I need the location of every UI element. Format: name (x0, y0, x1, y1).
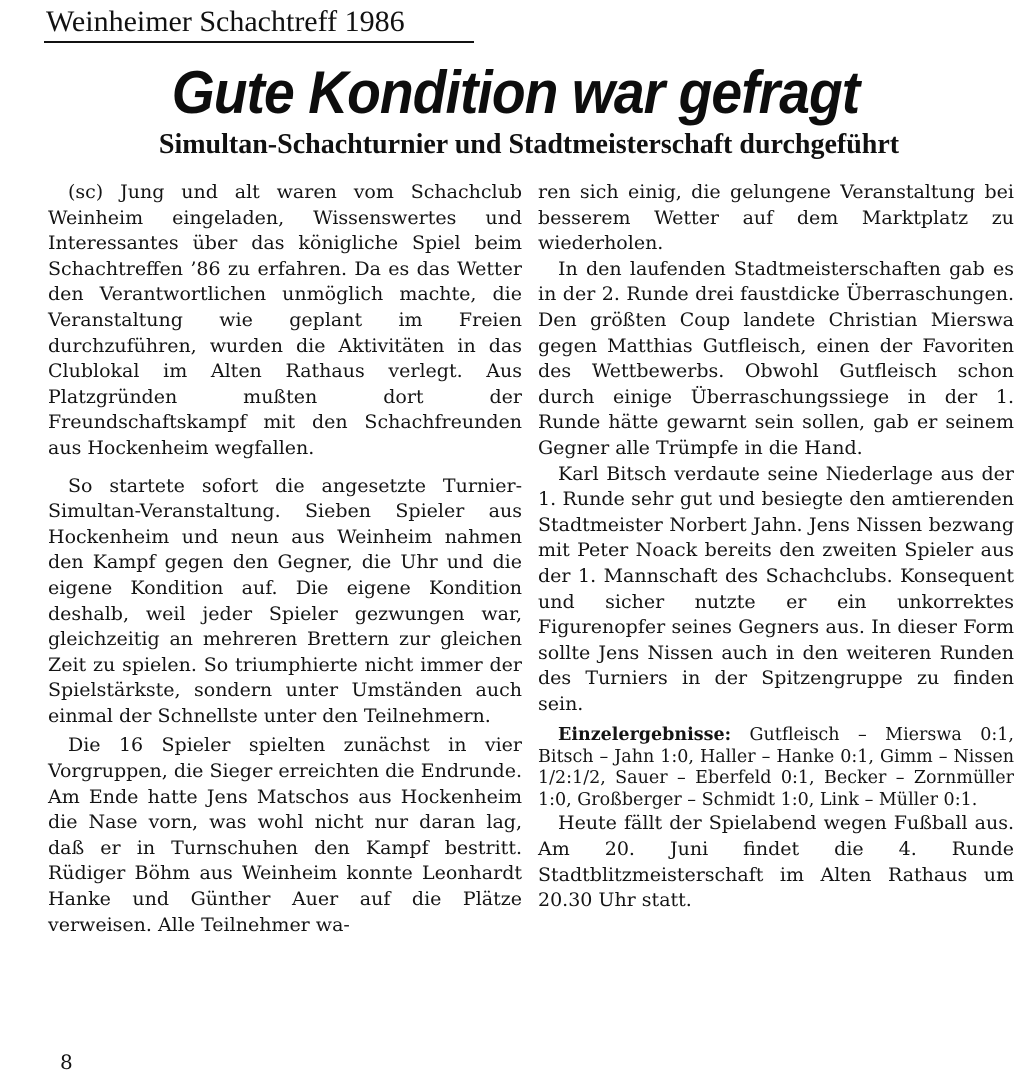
results-label: Einzelergebnisse: (558, 725, 732, 746)
right-paragraph-closing: Heute fällt der Spielabend wegen Fußball aus. Am 20. Juni findet die 4. Runde Stadtblitzmeisterschaft im Alten Rathaus um 20.30 Uhr statt. (538, 812, 1014, 912)
left-paragraph-1: (sc) Jung und alt waren vom Schachclub Weinheim eingeladen, Wissenswertes und Interessantes über das königliche Spiel beim Schachtreffen ’86 zu erfahren. Da es das Wetter den Verantwortlichen unmöglich machte, die Veranstaltung wie geplant im Freien durchzuführen, wurden die Aktivitäten in das Clublokal im Alten Rathaus verlegt. Aus Platzgründen mußten dort der Freundschaftskampf mit den Schachfreunden aus Hockenheim wegfallen. (48, 181, 522, 459)
kicker-underline (44, 41, 474, 43)
right-paragraph-1: ren sich einig, die gelungene Veranstaltung bei besserem Wetter auf dem Marktplatz zu wiederholen. (538, 181, 1014, 255)
right-paragraph-3: Karl Bitsch verdaute seine Niederlage aus der 1. Runde sehr gut und besiegte den amtierenden Stadtmeister Norbert Jahn. Jens Nissen bezwang mit Peter Noack bereits den zweiten Spieler aus der 1. Mannschaft des Schachclubs. Konsequent und sicher nutzte er ein unkorrektes Figurenopfer seines Gegners aus. In dieser Form sollte Jens Nissen auch in den weiteren Runden des Turniers in der Spitzengruppe zu finden sein. (538, 462, 1014, 715)
subheadline: Simultan-Schachturnier und Stadtmeisterschaft durchgeführt (158, 129, 900, 160)
kicker-title: Weinheimer Schachtreff 1986 (46, 5, 405, 38)
right-paragraph-2: In den laufenden Stadtmeisterschaften gab es in der 2. Runde drei faustdicke Überraschungen. Den größten Coup landete Christian Mierswa gegen Matthias Gutfleisch, einen der Favoriten des Wettbewerbs. Obwohl Gutfleisch schon durch einige Überraschungssiege in der 1. Runde hätte gewarnt sein sollen, gab er seinem Gegner alle Trümpfe in die Hand. (538, 257, 1014, 459)
article-column-right (538, 180, 1014, 914)
results-text: Gutfleisch – Mierswa 0:1, Bitsch – Jahn 1:0, Haller – Hanke 0:1, Gimm – Nissen 1/2:1/2, Sauer – Eberfeld 0:1, Becker – Zornmüller 1:0, Großberger – Schmidt 1:0, Link – Müller 0:1. (538, 725, 1014, 810)
article-column-left (48, 180, 522, 938)
page-number: 8 (60, 1050, 73, 1074)
headline: Gute Kondition war gefragt (171, 59, 860, 126)
left-paragraph-2: So startete sofort die angesetzte Turnier-Simultan-Veranstaltung. Sieben Spieler aus Hockenheim und neun aus Weinheim nahmen den Kampf gegen den Gegner, die Uhr und die eigene Kondition auf. Die eigene Kondition deshalb, weil jeder Spieler gezwungen war, gleichzeitig an mehreren Brettern zur gleichen Zeit zu spielen. So triumphierte nicht immer der Spielstärkste, sondern unter Umständen auch einmal der Schnellste unter den Teilnehmern. (48, 474, 522, 727)
left-paragraph-3: Die 16 Spieler spielten zunächst in vier Vorgruppen, die Sieger erreichten die Endrunde. Am Ende hatte Jens Matschos aus Hockenheim die Nase vorn, was wohl nicht nur daran lag, daß er in Turnschuhen den Kampf bestritt. Rüdiger Böhm aus Weinheim konnte Leonhardt Hanke und Günther Auer auf die Plätze verweisen. Alle Teilnehmer wa- (48, 734, 522, 936)
results-paragraph (538, 725, 1014, 811)
